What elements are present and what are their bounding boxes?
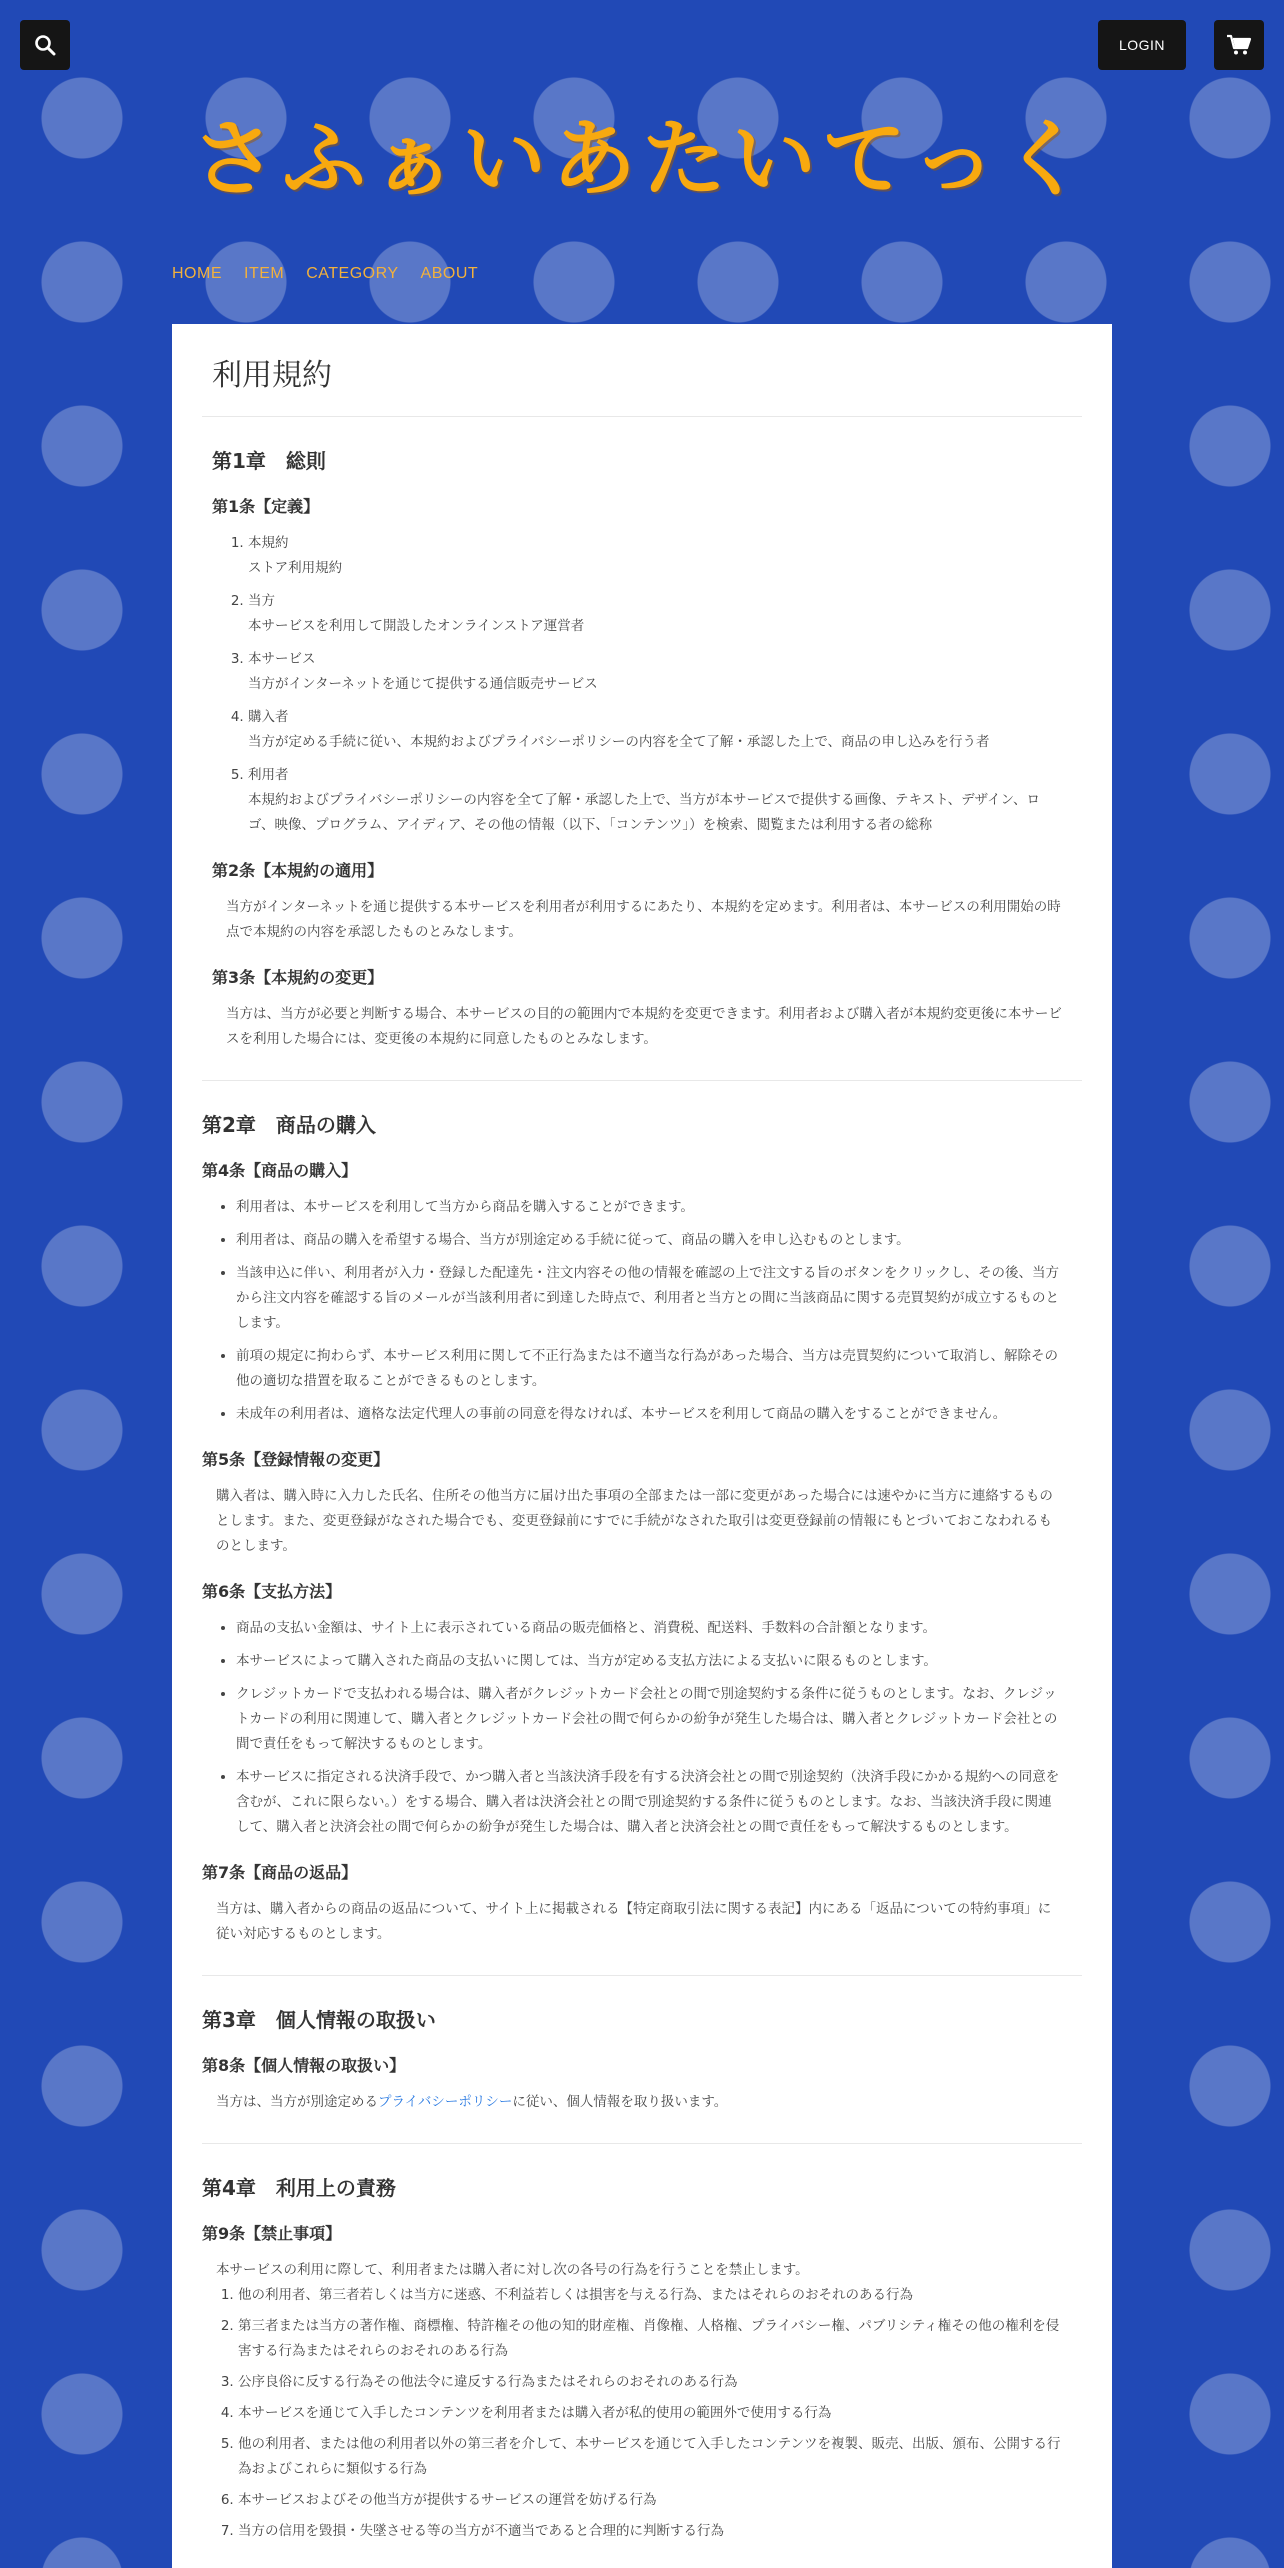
list-item: • 当該申込に伴い、利用者が入力・登録した配達先・注文内容その他の情報を確認の上で注文する旨のボタンをクリックし、その後、当方から注文内容を確認する旨のメールが当該利用者に到達した時点で、利用者と当方との間に当該商品に関する売買契約が成立するものとします。 bbox=[236, 1261, 1064, 1336]
list-item: 6. 本サービスおよびその他当方が提供するサービスの運営を妨げる行為 bbox=[238, 2488, 1064, 2513]
term: 2. 当方 bbox=[248, 593, 275, 609]
top-bar bbox=[20, 20, 1264, 70]
search-icon bbox=[34, 34, 56, 56]
term-desc: 当方がインターネットを通じて提供する通信販売サービス bbox=[248, 676, 598, 692]
site-logo[interactable]: さふぁいあたいてっく bbox=[191, 110, 1092, 208]
list-item: • クレジットカードで支払われる場合は、購入者がクレジットカード会社との間で別途契約する条件に従うものとします。なお、クレジットカードの利用に関連して、購入者とクレジットカード会社の間で何らかの紛争が発生した場合は、購入者とクレジットカード会社との間で責任をもって解決するものとします。 bbox=[236, 1682, 1064, 1757]
term-desc: ストア利用規約 bbox=[248, 560, 343, 576]
list-item: 7. 当方の信用を毀損・失墜させる等の当方が不適当であると合理的に判断する行為 bbox=[238, 2519, 1064, 2544]
list-item bbox=[248, 763, 1064, 838]
chapter-title: 第3章 個人情報の取扱い bbox=[202, 2008, 436, 2032]
article-text: 当方は、当方が必要と判断する場合、本サービスの目的の範囲内で本規約を変更できます。利用者および購入者が本規約変更後に本サービスを利用した場合には、変更後の本規約に同意したものとみなします。 bbox=[226, 1006, 1062, 1047]
content-card bbox=[172, 324, 1112, 2568]
nav-item[interactable]: ITEM bbox=[244, 265, 285, 282]
article-title: 第5条【登録情報の変更】 bbox=[202, 1450, 390, 1469]
text-after-link: に従い、個人情報を取り扱います。 bbox=[512, 2094, 728, 2110]
article-title: 第7条【商品の返品】 bbox=[202, 1863, 358, 1882]
term: 5. 利用者 bbox=[248, 767, 289, 783]
page-title: 利用規約 bbox=[202, 324, 1082, 417]
definition-list bbox=[212, 531, 1064, 838]
nav-about[interactable]: ABOUT bbox=[420, 265, 479, 282]
chapter-title: 第4章 利用上の責務 bbox=[202, 2176, 396, 2200]
main-nav bbox=[172, 265, 478, 283]
term-desc: 本サービスを利用して開設したオンラインストア運営者 bbox=[248, 618, 585, 634]
list-item bbox=[248, 647, 1064, 697]
list-item: 2. 第三者または当方の著作権、商標権、特許権その他の知的財産権、肖像権、人格権、プライバシー権、パブリシティ権その他の権利を侵害する行為またはそれらのおそれのある行為 bbox=[238, 2314, 1064, 2364]
list-item: • 商品の支払い金額は、サイト上に表示されている商品の販売価格と、消費税、配送料、手数料の合計額となります。 bbox=[236, 1616, 1064, 1641]
list-item bbox=[248, 531, 1064, 581]
nav-category[interactable]: CATEGORY bbox=[306, 265, 399, 282]
article-title: 第6条【支払方法】 bbox=[202, 1582, 342, 1601]
privacy-policy-link[interactable]: プライバシーポリシー bbox=[378, 2094, 513, 2110]
chapter-2 bbox=[202, 1080, 1082, 1947]
article-title: 第8条【個人情報の取扱い】 bbox=[202, 2056, 406, 2075]
term: 1. 本規約 bbox=[248, 535, 289, 551]
term: 3. 本サービス bbox=[248, 651, 316, 667]
chapter-title: 第1章 総則 bbox=[212, 449, 326, 473]
article-title: 第4条【商品の購入】 bbox=[202, 1161, 358, 1180]
term-desc: 当方が定める手続に従い、本規約およびプライバシーポリシーの内容を全て了解・承認した上で、商品の申し込みを行う者 bbox=[248, 734, 990, 750]
list-item bbox=[248, 705, 1064, 755]
article-text bbox=[202, 2090, 1064, 2115]
cart-icon bbox=[1226, 34, 1252, 56]
list-item: • 本サービスによって購入された商品の支払いに関しては、当方が定める支払方法による支払いに限るものとします。 bbox=[236, 1649, 1064, 1674]
article-text: 当方がインターネットを通じ提供する本サービスを利用者が利用するにあたり、本規約を定めます。利用者は、本サービスの利用開始の時点で本規約の内容を承認したものとみなします。 bbox=[226, 899, 1061, 940]
list-item: • 本サービスに指定される決済手段で、かつ購入者と当該決済手段を有する決済会社との間で別途契約（決済手段にかかる規約への同意を含むが、これに限らない。）をする場合、購入者は決済会社との間で別途契約する条件に従うものとします。なお、当該決済手段に関連して、購入者と決済会社の間で何らかの紛争が発生した場合は、購入者と決済会社との間で責任をもって解決するものとします。 bbox=[236, 1765, 1064, 1840]
text-before-link: 当方は、当方が別途定める bbox=[216, 2094, 378, 2110]
chapter-3 bbox=[202, 1975, 1082, 2115]
chapter-1 bbox=[202, 417, 1064, 1052]
article-intro: 本サービスの利用に際して、利用者または購入者に対し次の各号の行為を行うことを禁止します。 bbox=[216, 2262, 809, 2278]
article-title: 第3条【本規約の変更】 bbox=[212, 968, 384, 987]
list-item: 1. 他の利用者、第三者若しくは当方に迷惑、不利益若しくは損害を与える行為、またはそれらのおそれのある行為 bbox=[238, 2283, 1064, 2308]
article-title: 第9条【禁止事項】 bbox=[202, 2224, 342, 2243]
article-title: 第1条【定義】 bbox=[212, 497, 320, 516]
cart-button[interactable] bbox=[1214, 20, 1264, 70]
list-item bbox=[248, 589, 1064, 639]
list-item: 4. 本サービスを通じて入手したコンテンツを利用者または購入者が私的使用の範囲外で使用する行為 bbox=[238, 2401, 1064, 2426]
search-button[interactable] bbox=[20, 20, 70, 70]
article-text: 購入者は、購入時に入力した氏名、住所その他当方に届け出た事項の全部または一部に変更があった場合には速やかに当方に連絡するものとします。また、変更登録がなされた場合でも、変更登録前にすでに手続がなされた取引は変更登録前の情報にもとづいておこなわれるものとします。 bbox=[216, 1488, 1053, 1554]
list-item: 5. 他の利用者、または他の利用者以外の第三者を介して、本サービスを通じて入手したコンテンツを複製、販売、出版、頒布、公開する行為およびこれらに類似する行為 bbox=[238, 2432, 1064, 2482]
numbered-list bbox=[202, 2283, 1064, 2544]
bullet-list bbox=[202, 1195, 1064, 1427]
term: 4. 購入者 bbox=[248, 709, 289, 725]
list-item: • 利用者は、本サービスを利用して当方から商品を購入することができます。 bbox=[236, 1195, 1064, 1220]
list-item: • 利用者は、商品の購入を希望する場合、当方が別途定める手続に従って、商品の購入を申し込むものとします。 bbox=[236, 1228, 1064, 1253]
term-desc: 本規約およびプライバシーポリシーの内容を全て了解・承認した上で、当方が本サービスで提供する画像、テキスト、デザイン、ロゴ、映像、プログラム、アイディア、その他の情報（以下、「コンテンツ」）を検索、閲覧または利用する者の総称 bbox=[248, 792, 1041, 833]
article-title: 第2条【本規約の適用】 bbox=[212, 861, 384, 880]
nav-home[interactable]: HOME bbox=[172, 265, 222, 282]
article-text: 当方は、購入者からの商品の返品について、サイト上に掲載される【特定商取引法に関する表記】内にある「返品についての特約事項」に従い対応するものとします。 bbox=[216, 1901, 1052, 1942]
bullet-list bbox=[202, 1616, 1064, 1840]
chapter-4 bbox=[202, 2143, 1082, 2544]
list-item: • 前項の規定に拘わらず、本サービス利用に関して不正行為または不適当な行為があった場合、当方は売買契約について取消し、解除その他の適切な措置を取ることができるものとします。 bbox=[236, 1344, 1064, 1394]
list-item: 3. 公序良俗に反する行為その他法令に違反する行為またはそれらのおそれのある行為 bbox=[238, 2370, 1064, 2395]
chapter-title: 第2章 商品の購入 bbox=[202, 1113, 376, 1137]
login-button[interactable]: LOGIN bbox=[1098, 20, 1186, 70]
list-item: • 未成年の利用者は、適格な法定代理人の事前の同意を得なければ、本サービスを利用して商品の購入をすることができません。 bbox=[236, 1402, 1064, 1427]
